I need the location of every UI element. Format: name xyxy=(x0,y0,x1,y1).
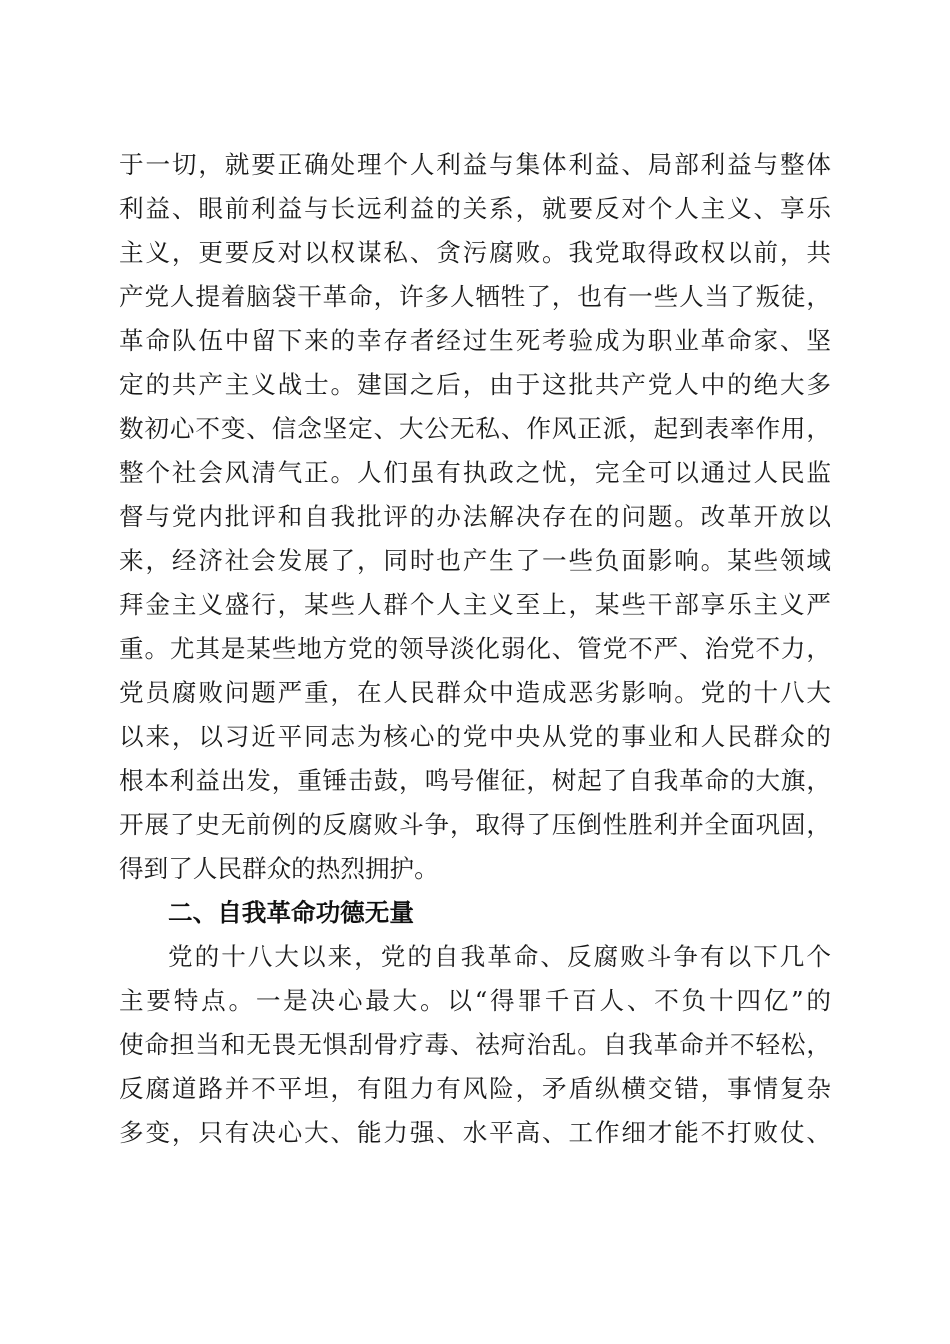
paragraph-1-line-17: 得到了人民群众的热烈拥护。 xyxy=(119,854,439,883)
paragraph-1-line-1: 于一切，就要正确处理个人利益与集体利益、局部利益与整体 xyxy=(119,150,831,179)
paragraph-1-line-2: 利益、眼前利益与长远利益的关系，就要反对个人主义、享乐 xyxy=(119,194,831,223)
paragraph-2-line-2: 主要特点。一是决心最大。以“得罪千百人、不负十四亿”的 xyxy=(119,986,831,1015)
paragraph-1-line-6: 定的共产主义战士。建国之后，由于这批共产党人中的绝大多 xyxy=(119,370,831,399)
paragraph-2-line-1: 党的十八大以来，党的自我革命、反腐败斗争有以下几个 xyxy=(168,942,831,971)
paragraph-1-line-13: 党员腐败问题严重，在人民群众中造成恶劣影响。党的十八大 xyxy=(119,678,831,707)
document-body xyxy=(119,143,831,1155)
paragraph-1-line-8: 整个社会风清气正。人们虽有执政之忧，完全可以通过人民监 xyxy=(119,458,831,487)
paragraph-1-line-15: 根本利益出发，重锤击鼓，鸣号催征，树起了自我革命的大旗， xyxy=(119,766,831,795)
paragraph-2-line-5: 多变，只有决心大、能力强、水平高、工作细才能不打败仗、 xyxy=(119,1118,831,1147)
paragraph-1-line-12: 重。尤其是某些地方党的领导淡化弱化、管党不严、治党不力， xyxy=(119,634,831,663)
paragraph-1-line-9: 督与党内批评和自我批评的办法解决存在的问题。改革开放以 xyxy=(119,502,831,531)
paragraph-1 xyxy=(119,143,831,891)
paragraph-1-line-14: 以来，以习近平同志为核心的党中央从党的事业和人民群众的 xyxy=(119,722,831,751)
paragraph-1-line-3: 主义，更要反对以权谋私、贪污腐败。我党取得政权以前，共 xyxy=(119,238,831,267)
paragraph-2-line-4: 反腐道路并不平坦，有阻力有风险，矛盾纵横交错，事情复杂 xyxy=(119,1074,831,1103)
paragraph-1-line-11: 拜金主义盛行，某些人群个人主义至上，某些干部享乐主义严 xyxy=(119,590,831,619)
paragraph-2-line-3: 使命担当和无畏无惧刮骨疗毒、祛疴治乱。自我革命并不轻松， xyxy=(119,1030,831,1059)
paragraph-1-line-10: 来，经济社会发展了，同时也产生了一些负面影响。某些领域 xyxy=(119,546,831,575)
paragraph-1-line-7: 数初心不变、信念坚定、大公无私、作风正派，起到表率作用， xyxy=(119,414,831,443)
paragraph-2 xyxy=(119,935,831,1155)
paragraph-1-line-4: 产党人提着脑袋干革命，许多人牺牲了，也有一些人当了叛徒， xyxy=(119,282,831,311)
paragraph-1-line-5: 革命队伍中留下来的幸存者经过生死考验成为职业革命家、坚 xyxy=(119,326,831,355)
paragraph-1-line-16: 开展了史无前例的反腐败斗争，取得了压倒性胜利并全面巩固， xyxy=(119,810,831,839)
section-heading: 二、自我革命功德无量 xyxy=(168,898,414,927)
